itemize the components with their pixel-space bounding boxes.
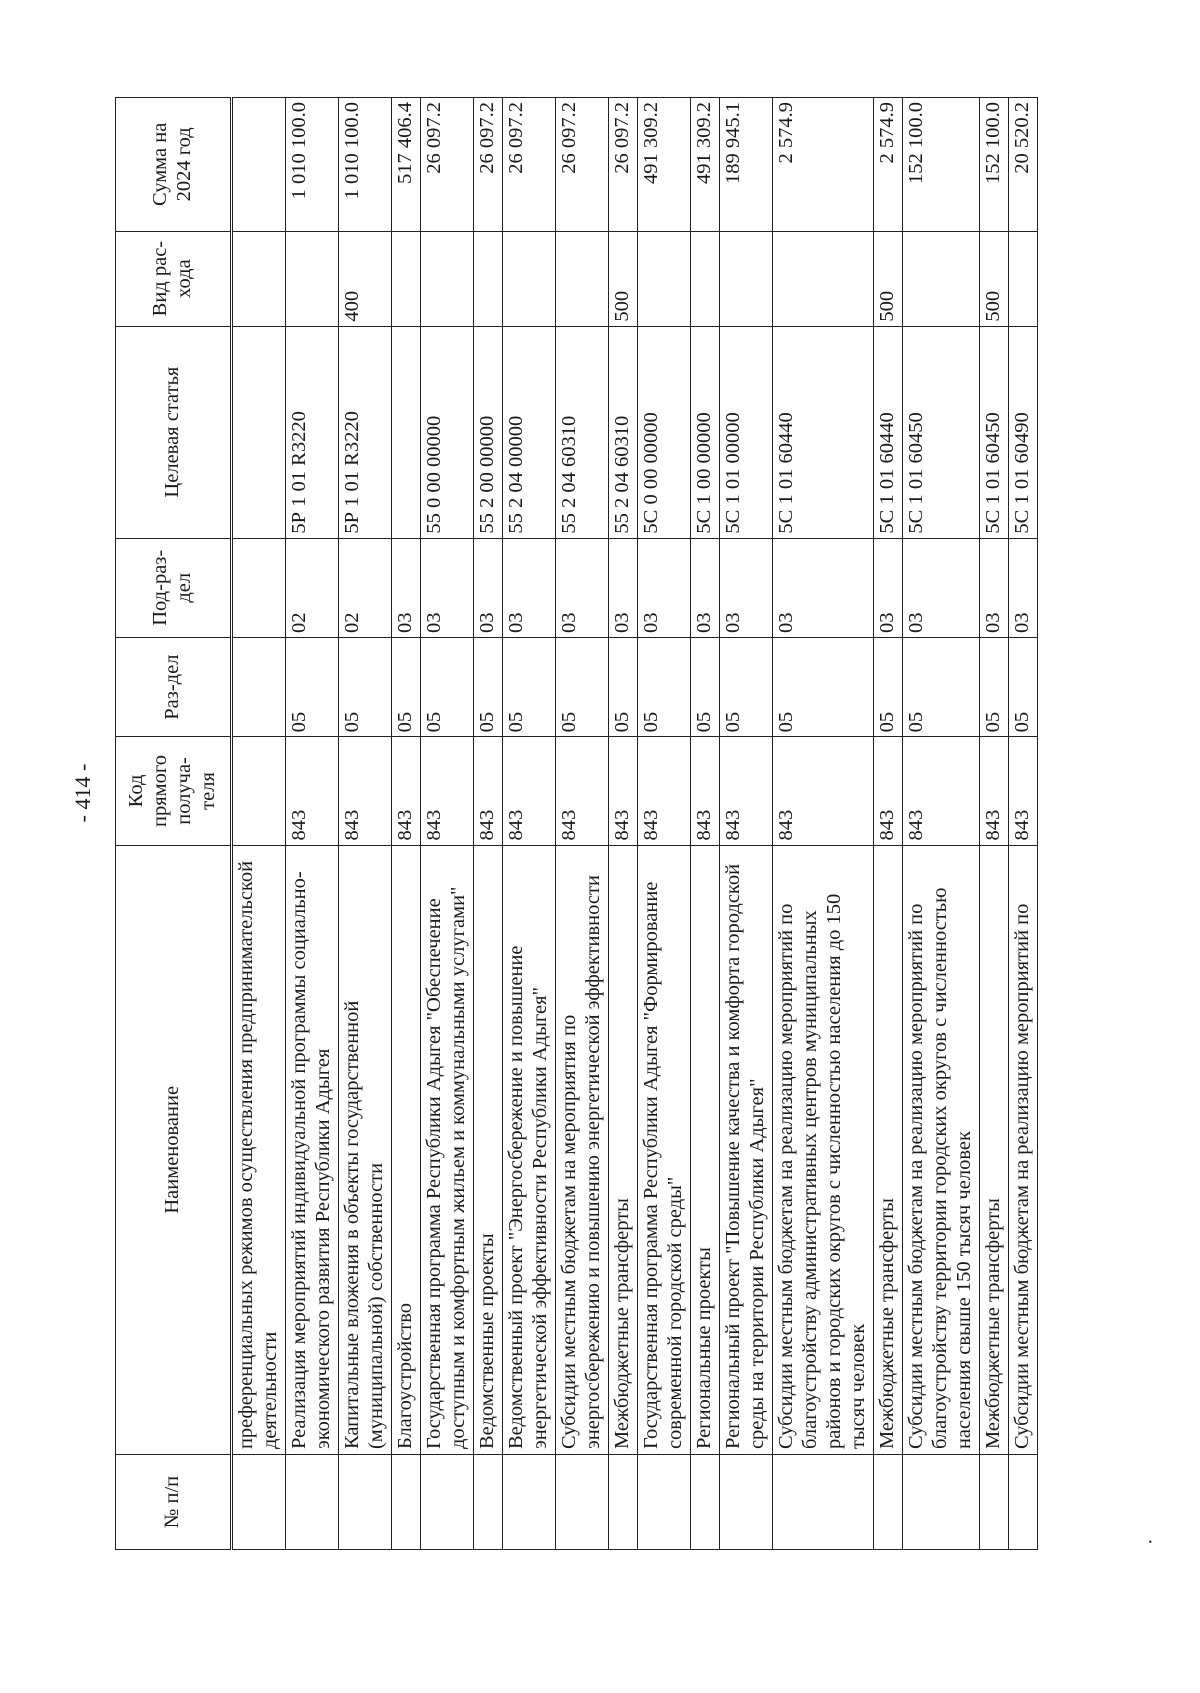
cell-sum (232, 98, 286, 232)
cell-sum: 517 406.4 (391, 98, 420, 232)
cell-target: 5С 1 01 60450 (902, 326, 979, 538)
table-row (473, 98, 502, 1550)
cell-razdel: 05 (502, 637, 555, 736)
table-row (232, 98, 286, 1550)
page-number: - 414 - (70, 763, 95, 823)
cell-podrazdel: 03 (473, 538, 502, 637)
cell-code: 843 (338, 737, 391, 845)
cell-podrazdel: 02 (285, 538, 338, 637)
cell-sum: 491 309.2 (690, 98, 719, 232)
cell-podrazdel: 03 (690, 538, 719, 637)
budget-table (115, 97, 1038, 1550)
cell-code: 843 (473, 737, 502, 845)
cell-vid (502, 231, 555, 326)
table-row (285, 98, 338, 1550)
col-header-vid: Вид рас-хода (116, 231, 232, 326)
cell-target: 55 2 00 00000 (473, 326, 502, 538)
cell-podrazdel: 03 (555, 538, 608, 637)
cell-name: Региональные проекты (690, 845, 719, 1455)
cell-code: 843 (719, 737, 772, 845)
cell-sum: 20 520.2 (1008, 98, 1037, 232)
cell-podrazdel: 03 (902, 538, 979, 637)
cell-podrazdel: 03 (502, 538, 555, 637)
table-row (979, 98, 1008, 1550)
cell-razdel: 05 (555, 637, 608, 736)
cell-vid (420, 231, 473, 326)
cell-razdel: 05 (719, 637, 772, 736)
cell-razdel: 05 (473, 637, 502, 736)
cell-podrazdel: 03 (391, 538, 420, 637)
col-header-sum: Сумма на 2024 год (116, 98, 232, 232)
cell-num (555, 1455, 608, 1550)
cell-target: 5С 1 01 00000 (719, 326, 772, 538)
cell-sum: 189 945.1 (719, 98, 772, 232)
cell-vid (285, 231, 338, 326)
cell-podrazdel: 02 (338, 538, 391, 637)
cell-code: 843 (1008, 737, 1037, 845)
cell-razdel: 05 (873, 637, 902, 736)
cell-target: 55 0 00 00000 (420, 326, 473, 538)
cell-code: 843 (391, 737, 420, 845)
cell-razdel: 05 (608, 637, 637, 736)
cell-name: Межбюджетные трансферты (979, 845, 1008, 1455)
cell-target: 55 2 04 00000 (502, 326, 555, 538)
scan-speck: · (1140, 1538, 1162, 1545)
cell-sum: 26 097.2 (420, 98, 473, 232)
cell-vid (391, 231, 420, 326)
cell-name: Благоустройство (391, 845, 420, 1455)
cell-sum: 152 100.0 (979, 98, 1008, 232)
cell-name: Региональный проект "Повышение качества и комфорта городской среды на территории Республики Адыгея" (719, 845, 772, 1455)
table-row (902, 98, 979, 1550)
cell-target: 55 2 04 60310 (555, 326, 608, 538)
cell-razdel: 05 (902, 637, 979, 736)
cell-code: 843 (285, 737, 338, 845)
cell-target: 5С 1 01 60440 (873, 326, 902, 538)
cell-name: Ведомственный проект "Энергосбережение и повышение энергетической эффективности Республики Адыгея" (502, 845, 555, 1455)
cell-name: Субсидии местным бюджетам на реализацию мероприятий по благоустройству территории городских округов с численностью населения свыше 150 тысяч человек (902, 845, 979, 1455)
cell-podrazdel: 03 (979, 538, 1008, 637)
cell-vid (772, 231, 873, 326)
cell-code: 843 (637, 737, 690, 845)
cell-podrazdel: 03 (719, 538, 772, 637)
col-header-num: № п/п (116, 1455, 232, 1550)
cell-name: Межбюджетные трансферты (873, 845, 902, 1455)
cell-razdel: 05 (420, 637, 473, 736)
cell-target: 5С 1 00 00000 (690, 326, 719, 538)
cell-code (232, 737, 286, 845)
cell-code: 843 (555, 737, 608, 845)
table-row (873, 98, 902, 1550)
cell-target: 5С 0 00 00000 (637, 326, 690, 538)
col-header-code: Код прямого получа-теля (116, 737, 232, 845)
cell-sum: 1 010 100.0 (338, 98, 391, 232)
cell-name: Реализация мероприятий индивидуальной программы социально-экономического развития Республики Адыгея (285, 845, 338, 1455)
cell-razdel: 05 (637, 637, 690, 736)
cell-num (873, 1455, 902, 1550)
cell-name: Ведомственные проекты (473, 845, 502, 1455)
cell-sum: 2 574.9 (772, 98, 873, 232)
table-row (1008, 98, 1037, 1550)
cell-podrazdel: 03 (608, 538, 637, 637)
table-row (608, 98, 637, 1550)
cell-vid (1008, 231, 1037, 326)
cell-name: Субсидии местным бюджетам на реализацию мероприятий по благоустройству административных центров муниципальных районов и городских округов с численностью населения до 150 тысяч человек (772, 845, 873, 1455)
cell-vid (902, 231, 979, 326)
cell-num (1008, 1455, 1037, 1550)
cell-sum: 26 097.2 (473, 98, 502, 232)
cell-podrazdel: 03 (637, 538, 690, 637)
cell-name: преференциальных режимов осуществления предпринимательской деятельности (232, 845, 286, 1455)
cell-name: Государственная программа Республики Адыгея "Обеспечение доступным и комфортным жильем и коммунальными услугами" (420, 845, 473, 1455)
cell-vid: 500 (979, 231, 1008, 326)
table-row (772, 98, 873, 1550)
cell-num (420, 1455, 473, 1550)
cell-num (719, 1455, 772, 1550)
cell-target (391, 326, 420, 538)
table-row (555, 98, 608, 1550)
col-header-name: Наименование (116, 845, 232, 1455)
cell-num (285, 1455, 338, 1550)
cell-num (502, 1455, 555, 1550)
cell-razdel: 05 (1008, 637, 1037, 736)
cell-code: 843 (502, 737, 555, 845)
cell-num (473, 1455, 502, 1550)
cell-vid (232, 231, 286, 326)
cell-num (637, 1455, 690, 1550)
cell-name: Субсидии местным бюджетам на мероприятия по энергосбережению и повышению энергетической эффективности (555, 845, 608, 1455)
cell-code: 843 (979, 737, 1008, 845)
cell-razdel: 05 (338, 637, 391, 736)
cell-target: 5С 1 01 60450 (979, 326, 1008, 538)
cell-name: Капитальные вложения в объекты государственной (муниципальной) собственности (338, 845, 391, 1455)
table-row (637, 98, 690, 1550)
cell-razdel: 05 (772, 637, 873, 736)
cell-num (690, 1455, 719, 1550)
cell-razdel: 05 (391, 637, 420, 736)
table-row (391, 98, 420, 1550)
cell-vid (719, 231, 772, 326)
cell-vid: 400 (338, 231, 391, 326)
cell-name: Межбюджетные трансферты (608, 845, 637, 1455)
cell-vid (473, 231, 502, 326)
cell-sum: 1 010 100.0 (285, 98, 338, 232)
table-row (502, 98, 555, 1550)
col-header-target: Целевая статья (116, 326, 232, 538)
cell-podrazdel (232, 538, 286, 637)
cell-num (979, 1455, 1008, 1550)
cell-razdel: 05 (285, 637, 338, 736)
cell-target: 5Р 1 01 R3220 (285, 326, 338, 538)
cell-num (232, 1455, 286, 1550)
cell-podrazdel: 03 (1008, 538, 1037, 637)
table-row (338, 98, 391, 1550)
cell-target: 5С 1 01 60440 (772, 326, 873, 538)
col-header-razdel: Раз-дел (116, 637, 232, 736)
table-header-row (116, 98, 232, 1550)
cell-target: 55 2 04 60310 (608, 326, 637, 538)
cell-code: 843 (772, 737, 873, 845)
cell-sum: 152 100.0 (902, 98, 979, 232)
cell-vid: 500 (608, 231, 637, 326)
cell-razdel: 05 (979, 637, 1008, 736)
cell-code: 843 (420, 737, 473, 845)
cell-vid (555, 231, 608, 326)
cell-vid: 500 (873, 231, 902, 326)
cell-podrazdel: 03 (873, 538, 902, 637)
cell-podrazdel: 03 (772, 538, 873, 637)
cell-sum: 26 097.2 (502, 98, 555, 232)
cell-num (608, 1455, 637, 1550)
cell-num (772, 1455, 873, 1550)
cell-code: 843 (873, 737, 902, 845)
cell-name: Государственная программа Республики Адыгея "Формирование современной городской среды" (637, 845, 690, 1455)
cell-sum: 491 309.2 (637, 98, 690, 232)
cell-target: 5Р 1 01 R3220 (338, 326, 391, 538)
cell-razdel (232, 637, 286, 736)
col-header-podrazdel: Под-раз-дел (116, 538, 232, 637)
table-row (719, 98, 772, 1550)
cell-sum: 2 574.9 (873, 98, 902, 232)
cell-num (391, 1455, 420, 1550)
cell-target (232, 326, 286, 538)
cell-code: 843 (690, 737, 719, 845)
cell-sum: 26 097.2 (608, 98, 637, 232)
cell-num (902, 1455, 979, 1550)
cell-vid (690, 231, 719, 326)
table-body (232, 98, 1038, 1550)
cell-code: 843 (608, 737, 637, 845)
cell-vid (637, 231, 690, 326)
table-row (690, 98, 719, 1550)
cell-name: Субсидии местным бюджетам на реализацию мероприятий по (1008, 845, 1037, 1455)
table-row (420, 98, 473, 1550)
cell-sum: 26 097.2 (555, 98, 608, 232)
cell-num (338, 1455, 391, 1550)
cell-target: 5С 1 01 60490 (1008, 326, 1037, 538)
cell-code: 843 (902, 737, 979, 845)
cell-razdel: 05 (690, 637, 719, 736)
cell-podrazdel: 03 (420, 538, 473, 637)
